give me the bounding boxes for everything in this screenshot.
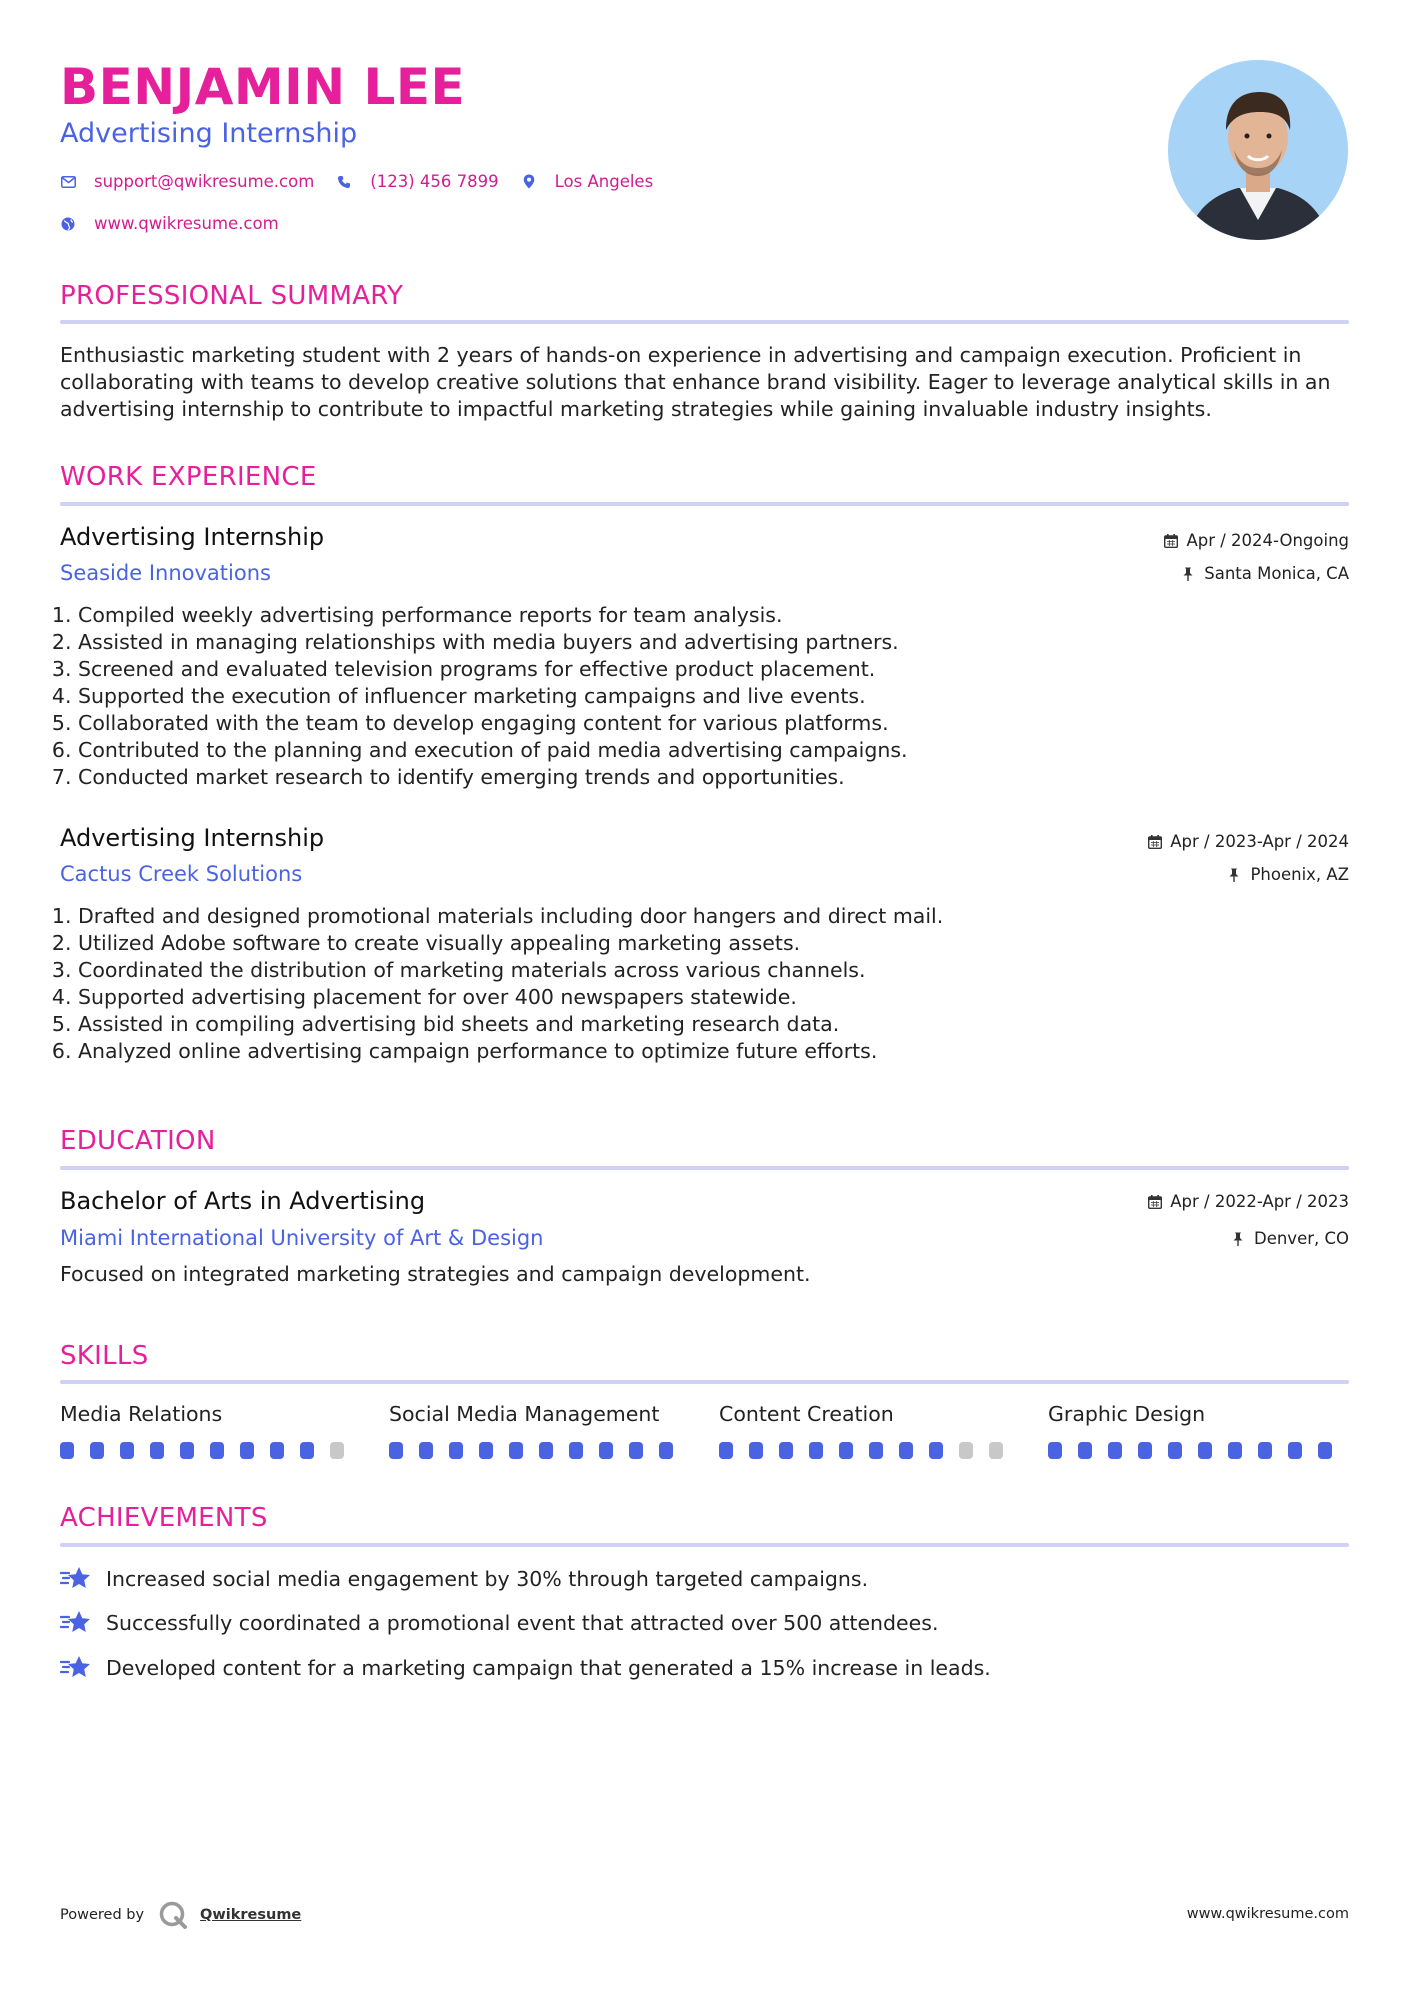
job-title: Advertising Internship [60,824,325,852]
website-text: www.qwikresume.com [94,214,279,233]
qwikresume-logo-icon [158,1900,188,1930]
list-item: 2. Utilized Adobe software to create visually appealing marketing assets. [78,930,1328,957]
achievement-text: Successfully coordinated a promotional event that attracted over 500 attendees. [106,1611,939,1635]
skill-rating [1048,1442,1348,1459]
candidate-name: BENJAMIN LEE [60,58,466,116]
job-dates-text: Apr / 2024-Ongoing [1186,531,1349,550]
skill-dot [1318,1442,1332,1459]
footer-website[interactable]: www.qwikresume.com [1186,1906,1349,1922]
education-location [1232,1229,1349,1248]
star-badge-icon [60,1565,92,1593]
qwikresume-link[interactable]: Qwikresume [200,1907,302,1923]
profile-photo [1168,60,1348,240]
phone-text: (123) 456 7899 [370,172,499,191]
skill-dot [1078,1442,1092,1459]
section-divider [60,1166,1349,1170]
section-divider [60,1380,1349,1384]
section-divider [60,502,1349,506]
education-dates [1148,1192,1349,1211]
skill-dot [479,1442,493,1459]
education-description: Focused on integrated marketing strategies and campaign development. [60,1262,811,1286]
pushpin-icon [1182,567,1196,581]
achievement-text: Increased social media engagement by 30% through targeted campaigns. [106,1567,869,1591]
skill-dot [1198,1442,1212,1459]
skill-dot [1048,1442,1062,1459]
skill-rating [719,1442,1019,1459]
skill-dot [569,1442,583,1459]
skill-dot [629,1442,643,1459]
contact-location [521,172,654,191]
list-item: 3. Coordinated the distribution of marketing materials across various channels. [78,957,1328,984]
calendar-icon [1164,534,1178,548]
skill-dot [869,1442,883,1459]
map-pin-icon [521,174,537,190]
skills-heading: SKILLS [60,1341,149,1371]
calendar-icon [1148,1195,1162,1209]
job-bullet-list [60,602,1328,791]
skill-dot [509,1442,523,1459]
candidate-role: Advertising Internship [60,118,358,149]
skill-dot [150,1442,164,1459]
skill-dot [210,1442,224,1459]
section-divider [60,1543,1349,1547]
skill-dot [809,1442,823,1459]
star-badge-icon [60,1654,92,1682]
skill-rating [389,1442,689,1459]
skill-dot [719,1442,733,1459]
list-item: 1. Drafted and designed promotional materials including door hangers and direct mail. [78,903,1328,930]
skill-name: Graphic Design [1048,1402,1206,1426]
skill-name: Social Media Management [389,1402,660,1426]
envelope-icon [60,174,76,190]
job-location-text: Santa Monica, CA [1204,564,1349,583]
skill-dot [1108,1442,1122,1459]
achievements-heading: ACHIEVEMENTS [60,1503,268,1533]
list-item: 2. Assisted in managing relationships with media buyers and advertising partners. [78,629,1328,656]
skill-dot [839,1442,853,1459]
skill-name: Media Relations [60,1402,223,1426]
job-location [1182,564,1349,583]
email-text: support@qwikresume.com [94,172,315,191]
experience-heading: WORK EXPERIENCE [60,462,317,492]
achievement-item [60,1609,938,1637]
skill-rating [60,1442,360,1459]
job-bullet-list [60,903,1328,1065]
skill-dot [419,1442,433,1459]
list-item: 4. Supported the execution of influencer marketing campaigns and live events. [78,683,1328,710]
degree-title: Bachelor of Arts in Advertising [60,1187,426,1215]
education-location-text: Denver, CO [1253,1229,1349,1248]
globe-icon [60,216,76,232]
job-dates [1164,531,1349,550]
skill-dot [599,1442,613,1459]
skill-dot [300,1442,314,1459]
skill-dot [449,1442,463,1459]
skill-dot [180,1442,194,1459]
calendar-icon [1148,835,1162,849]
list-item: 5. Collaborated with the team to develop engaging content for various platforms. [78,710,1328,737]
skill-dot [1228,1442,1242,1459]
skill-dot [330,1442,344,1459]
skill-dot [749,1442,763,1459]
skill-dot [60,1442,74,1459]
summary-heading: PROFESSIONAL SUMMARY [60,281,404,311]
contact-website[interactable] [60,214,279,233]
skill-dot [929,1442,943,1459]
summary-text: Enthusiastic marketing student with 2 years of hands-on experience in advertising and campaign execution. Proficient in collaborating with teams to develop creative solutions that enhance brand visibility. Eager to leverage analytical skills in an advertising internship to contribute to impactful marketing strategies while gaining invaluable industry insights. [60,343,1331,421]
resume-page [60,0,1349,1990]
section-divider [60,320,1349,324]
skill-dot [779,1442,793,1459]
skill-dot [240,1442,254,1459]
job-dates-text: Apr / 2023-Apr / 2024 [1170,832,1349,851]
skill-dot [659,1442,673,1459]
skill-name: Content Creation [719,1402,894,1426]
job-dates [1148,832,1349,851]
contact-phone[interactable] [336,172,498,191]
contact-row-primary [60,172,675,191]
skill-dot [959,1442,973,1459]
education-dates-text: Apr / 2022-Apr / 2023 [1170,1192,1349,1211]
skill-item [389,1402,689,1459]
contact-row-secondary [60,214,301,233]
skill-item [1048,1402,1348,1459]
footer-powered-by [60,1900,301,1930]
list-item: 7. Conducted market research to identify emerging trends and opportunities. [78,764,1328,791]
skill-dot [270,1442,284,1459]
pushpin-icon [1228,868,1242,882]
job-location-text: Phoenix, AZ [1250,865,1349,884]
job-location [1228,865,1349,884]
list-item: 6. Contributed to the planning and execution of paid media advertising campaigns. [78,737,1328,764]
achievement-item [60,1654,991,1682]
school-name: Miami International University of Art & Design [60,1226,544,1250]
skill-dot [899,1442,913,1459]
location-text: Los Angeles [554,172,654,191]
skill-dot [539,1442,553,1459]
star-badge-icon [60,1609,92,1637]
skill-dot [1168,1442,1182,1459]
contact-email[interactable] [60,172,314,191]
skill-dot [1258,1442,1272,1459]
company-name: Seaside Innovations [60,561,271,585]
skill-dot [389,1442,403,1459]
achievement-item [60,1565,868,1593]
pushpin-icon [1232,1232,1246,1246]
skill-item [719,1402,1019,1459]
list-item: 6. Analyzed online advertising campaign performance to optimize future efforts. [78,1038,1328,1065]
powered-by-text: Powered by [60,1907,145,1923]
skill-dot [1138,1442,1152,1459]
skill-dot [120,1442,134,1459]
skill-dot [989,1442,1003,1459]
list-item: 5. Assisted in compiling advertising bid sheets and marketing research data. [78,1011,1328,1038]
job-title: Advertising Internship [60,523,325,551]
education-heading: EDUCATION [60,1126,216,1156]
company-name: Cactus Creek Solutions [60,862,303,886]
list-item: 3. Screened and evaluated television programs for effective product placement. [78,656,1328,683]
achievement-text: Developed content for a marketing campaign that generated a 15% increase in leads. [106,1656,991,1680]
skill-item [60,1402,360,1459]
list-item: 1. Compiled weekly advertising performance reports for team analysis. [78,602,1328,629]
phone-icon [336,174,352,190]
list-item: 4. Supported advertising placement for over 400 newspapers statewide. [78,984,1328,1011]
skill-dot [1288,1442,1302,1459]
skill-dot [90,1442,104,1459]
